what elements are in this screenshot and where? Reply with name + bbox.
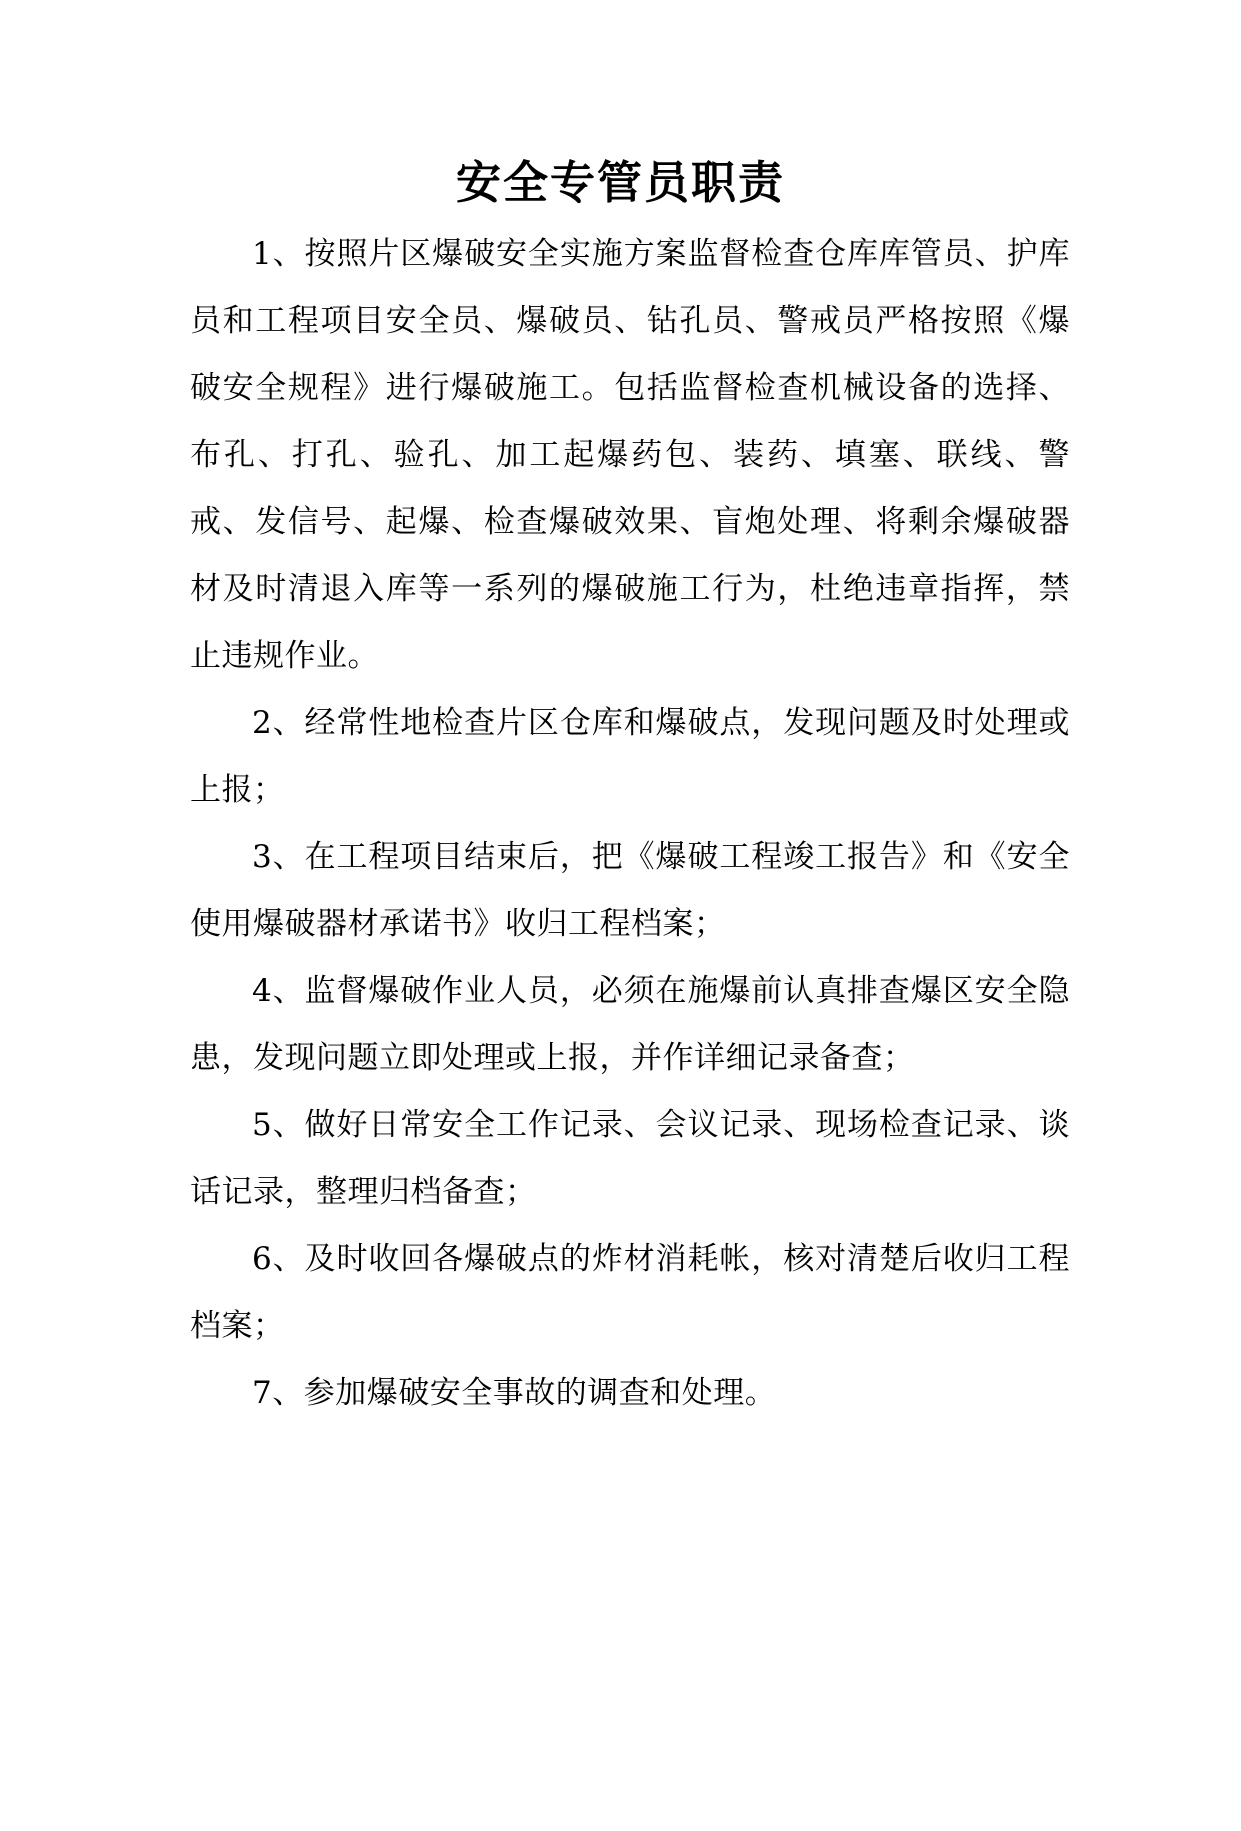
duty-item-1: 1、按照片区爆破安全实施方案监督检查仓库库管员、护库员和工程项目安全员、爆破员、钻孔员、警戒员严格按照《爆破安全规程》进行爆破施工。包括监督检查机械设备的选择、布孔、打孔、验孔、加工起爆药包、装药、填塞、联线、警戒、发信号、起爆、检查爆破效果、盲炮处理、将剩余爆破器材及时清退入库等一系列的爆破施工行为，杜绝违章指挥，禁止违规作业。 <box>190 236 1070 674</box>
document-body <box>190 221 1070 1427</box>
duty-item-2: 2、经常性地检查片区仓库和爆破点，发现问题及时处理或上报； <box>190 705 1070 808</box>
duty-item-5: 5、做好日常安全工作记录、会议记录、现场检查记录、谈话记录，整理归档备查； <box>190 1107 1070 1210</box>
document-title: 安全专管员职责 <box>455 156 785 209</box>
duty-item-6: 6、及时收回各爆破点的炸材消耗帐，核对清楚后收归工程档案； <box>190 1241 1070 1344</box>
duty-item-7: 7、参加爆破安全事故的调查和处理。 <box>252 1375 777 1411</box>
duty-item-4: 4、监督爆破作业人员，必须在施爆前认真排查爆区安全隐患，发现问题立即处理或上报，并作详细记录备查； <box>190 973 1070 1076</box>
duty-item-3: 3、在工程项目结束后，把《爆破工程竣工报告》和《安全使用爆破器材承诺书》收归工程档案； <box>190 839 1070 942</box>
